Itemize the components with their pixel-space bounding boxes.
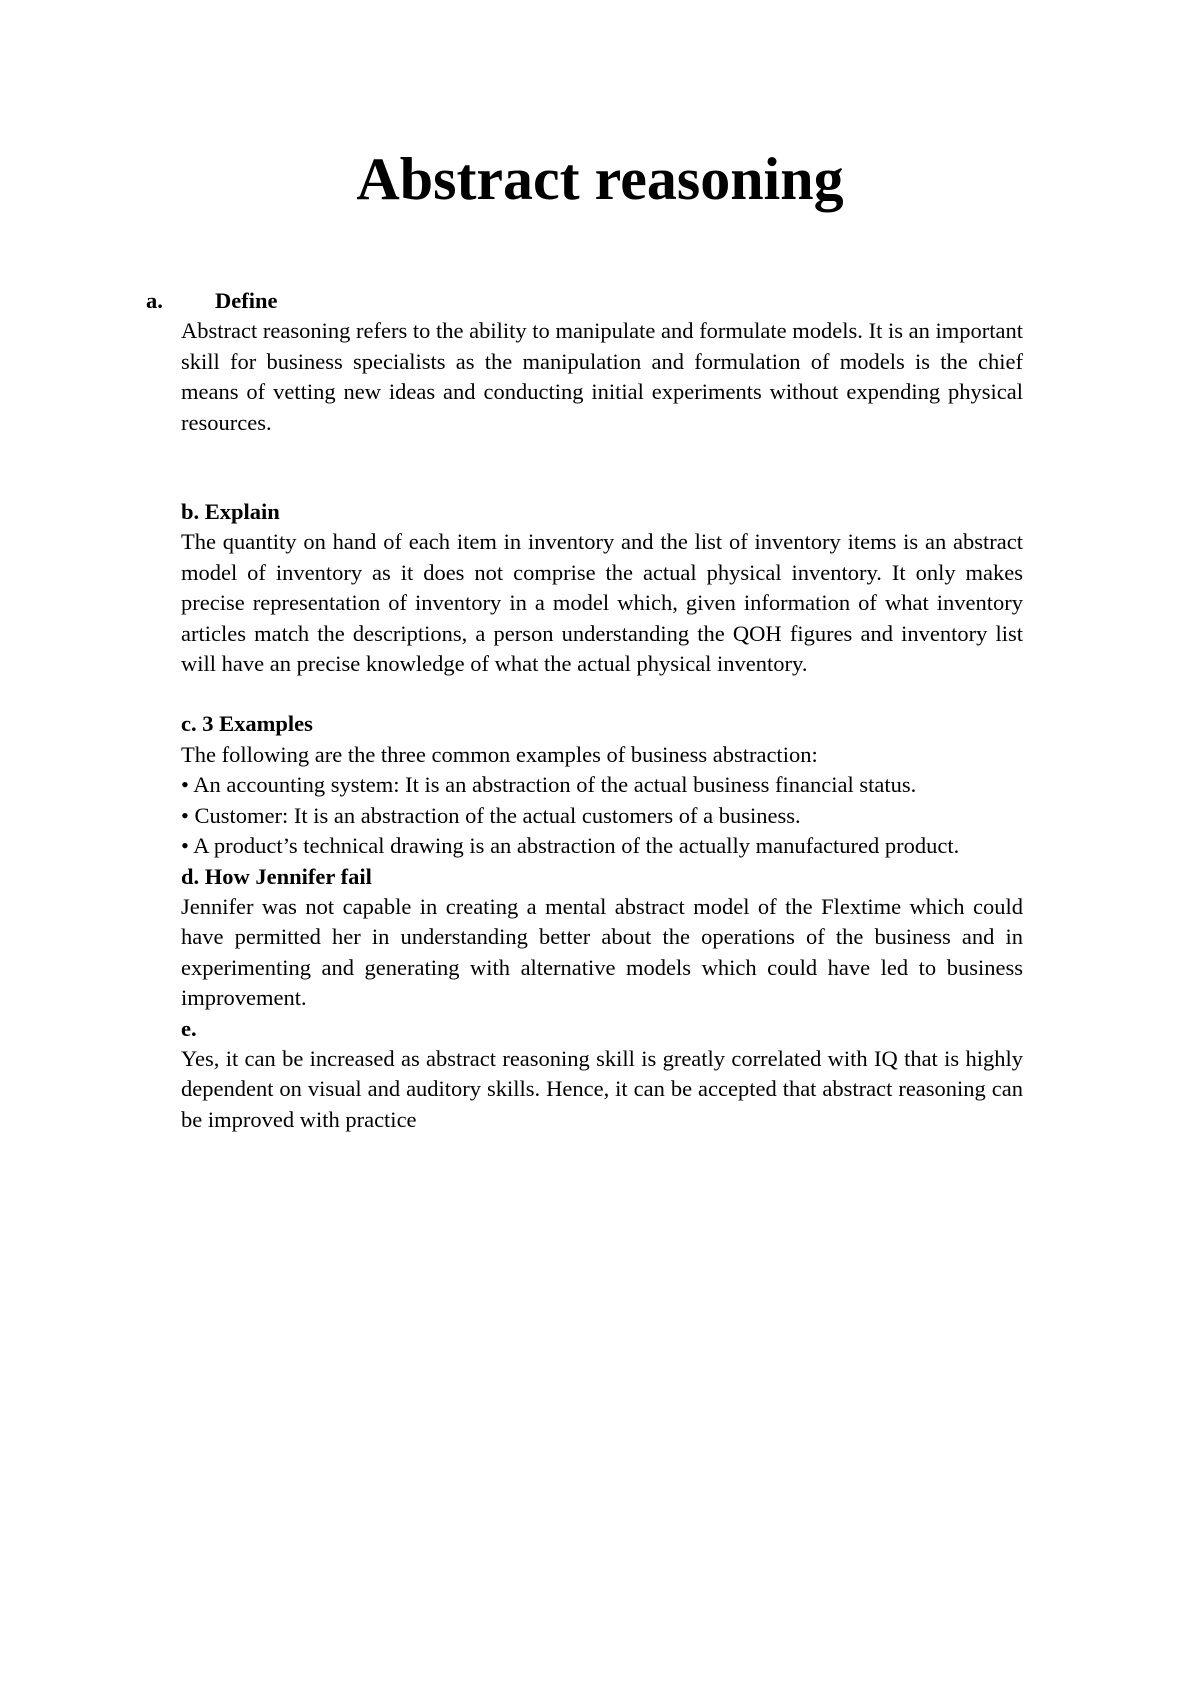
spacer [181, 438, 1023, 497]
section-e-heading: e. [181, 1015, 197, 1041]
section-c-intro: The following are the three common examples of business abstraction: [181, 741, 818, 767]
section-d [181, 862, 1023, 1014]
section-a-body: Abstract reasoning refers to the ability to manipulate and formulate models. It is an important skill for business specialists as the manipulation and formulation of models is the chief means of vetting new ideas and conducting initial experiments without expending physical resources. [181, 318, 1023, 435]
section-a [146, 286, 1023, 438]
section-b-body: The quantity on hand of each item in inventory and the list of inventory items is an abstract model of inventory as it does not comprise the actual physical inventory. It only makes precise representation of inventory in a model which, given information of what inventory articles match the descriptions, a person understanding the QOH figures and inventory list will have an precise knowledge of what the actual physical inventory. [181, 529, 1023, 677]
section-b-heading: b. Explain [181, 499, 280, 525]
list-item: • An accounting system: It is an abstraction of the actual business financial status. [181, 772, 917, 798]
section-e-body: Yes, it can be increased as abstract reasoning skill is greatly correlated with IQ that is highly dependent on visual and auditory skills. Hence, it can be accepted that abstract reasoning can be improved with practice [181, 1045, 1023, 1132]
section-c-heading: c. 3 Examples [181, 711, 313, 737]
list-item: • Customer: It is an abstraction of the actual customers of a business. [181, 802, 801, 828]
section-e [181, 1014, 1023, 1136]
section-d-heading: d. How Jennifer fail [181, 863, 372, 889]
section-d-body: Jennifer was not capable in creating a mental abstract model of the Flextime which could have permitted her in understanding better about the operations of the business and in experimenting and generating with alternative models which could have led to business improvement. [181, 893, 1023, 1011]
section-c [181, 709, 1023, 861]
document-body [146, 286, 1023, 1135]
section-a-heading: Define [215, 288, 278, 313]
page-title: Abstract reasoning [356, 146, 844, 212]
section-a-marker: a. [146, 288, 163, 313]
list-item: • A product’s technical drawing is an abstraction of the actually manufactured product. [181, 833, 960, 859]
section-b [181, 497, 1023, 679]
spacer [181, 679, 1023, 709]
